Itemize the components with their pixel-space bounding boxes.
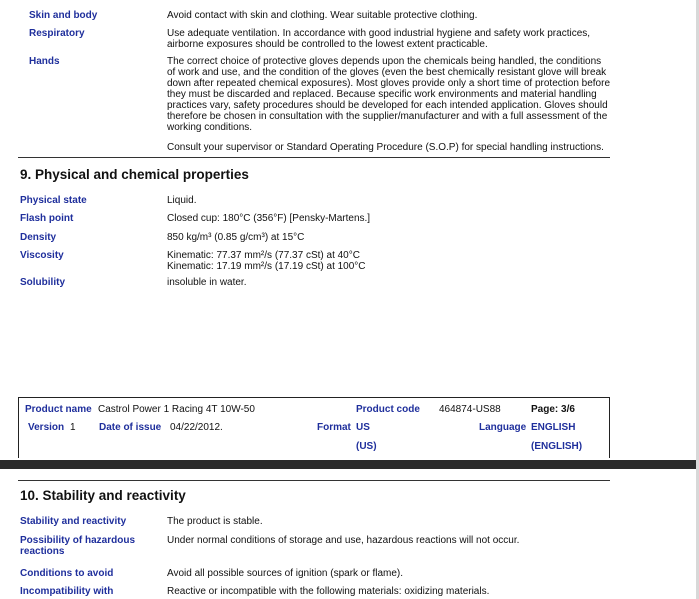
version-label: Version [28, 422, 65, 433]
page-break-band [0, 460, 699, 469]
version-value: 1 [70, 422, 76, 433]
hazardous-reactions-label: Possibility of hazardous [20, 535, 136, 546]
format-value-paren: (US) [356, 441, 377, 452]
physical-state-value: Liquid. [167, 195, 197, 206]
conditions-to-avoid-label: Conditions to avoid [20, 568, 114, 579]
flash-point-value: Closed cup: 180°C (356°F) [Pensky-Martens.] [167, 213, 371, 224]
skin-label: Skin and body [29, 10, 98, 21]
hands-label: Hands [29, 56, 60, 67]
document-page-lower [0, 469, 699, 599]
respiratory-text: Use adequate ventilation. In accordance with good industrial hygiene and safety work practices, airborne exposures should be controlled to the lowest extent practicable. [167, 28, 591, 50]
product-code-value: 464874-US88 [439, 404, 501, 415]
respiratory-label: Respiratory [29, 28, 85, 39]
density-label: Density [20, 232, 57, 243]
product-name-label: Product name [25, 404, 92, 415]
physical-state-label: Physical state [20, 195, 87, 206]
density-value: 850 kg/m³ (0.85 g/cm³) at 15°C [167, 232, 305, 243]
incompatibility-value: Reactive or incompatible with the following materials: oxidizing materials. [167, 586, 490, 597]
date-of-issue-value: 04/22/2012. [170, 422, 223, 433]
viscosity-value-100: Kinematic: 17.19 mm²/s (17.19 cSt) at 100°C [167, 261, 366, 272]
date-of-issue-label: Date of issue [99, 422, 162, 433]
product-name-value: Castrol Power 1 Racing 4T 10W-50 [98, 404, 255, 415]
hazardous-reactions-label-2: reactions [20, 546, 65, 557]
section-9-title: 9. Physical and chemical properties [20, 167, 249, 182]
language-value-paren: (ENGLISH) [531, 441, 583, 452]
section-10-title: 10. Stability and reactivity [20, 488, 186, 503]
product-code-label: Product code [356, 404, 420, 415]
solubility-label: Solubility [20, 277, 65, 288]
page-number: Page: 3/6 [531, 404, 575, 415]
conditions-to-avoid-value: Avoid all possible sources of ignition (spark or flame). [167, 568, 404, 579]
stability-value: The product is stable. [167, 516, 263, 527]
section-divider [18, 157, 610, 158]
viscosity-label: Viscosity [20, 250, 64, 261]
language-value: ENGLISH [531, 422, 576, 433]
hands-text: The correct choice of protective gloves depends upon the chemicals being handled, the conditions of work and use, and the condition of the gloves (even the best chemically resistant glove will break down after repeated chemical exposures). Most gloves provide only a short time of protection before they must be discarded and replaced. Because specific work environments and material handling practices vary, safety procedures should be developed for each intended application. Gloves should therefore be chosen in consultation with the supplier/manufacturer and with a full assessment of the working conditions. [167, 56, 611, 133]
cut-off-text-line [0, 0, 699, 4]
flash-point-label: Flash point [20, 213, 74, 224]
viscosity-value-40: Kinematic: 77.37 mm²/s (77.37 cSt) at 40°C [167, 250, 360, 261]
skin-text: Avoid contact with skin and clothing. Wear suitable protective clothing. [167, 10, 478, 21]
section-10-top-rule [18, 480, 610, 481]
format-label: Format [317, 422, 351, 433]
format-value: US [356, 422, 370, 433]
incompatibility-label: Incompatibility with [20, 586, 114, 597]
consult-text: Consult your supervisor or Standard Operating Procedure (S.O.P) for special handling instructions. [167, 142, 604, 153]
stability-label: Stability and reactivity [20, 516, 127, 527]
hazardous-reactions-value: Under normal conditions of storage and use, hazardous reactions will not occur. [167, 535, 520, 546]
page-footer [18, 397, 610, 458]
solubility-value: insoluble in water. [167, 277, 247, 288]
language-label: Language [479, 422, 527, 433]
